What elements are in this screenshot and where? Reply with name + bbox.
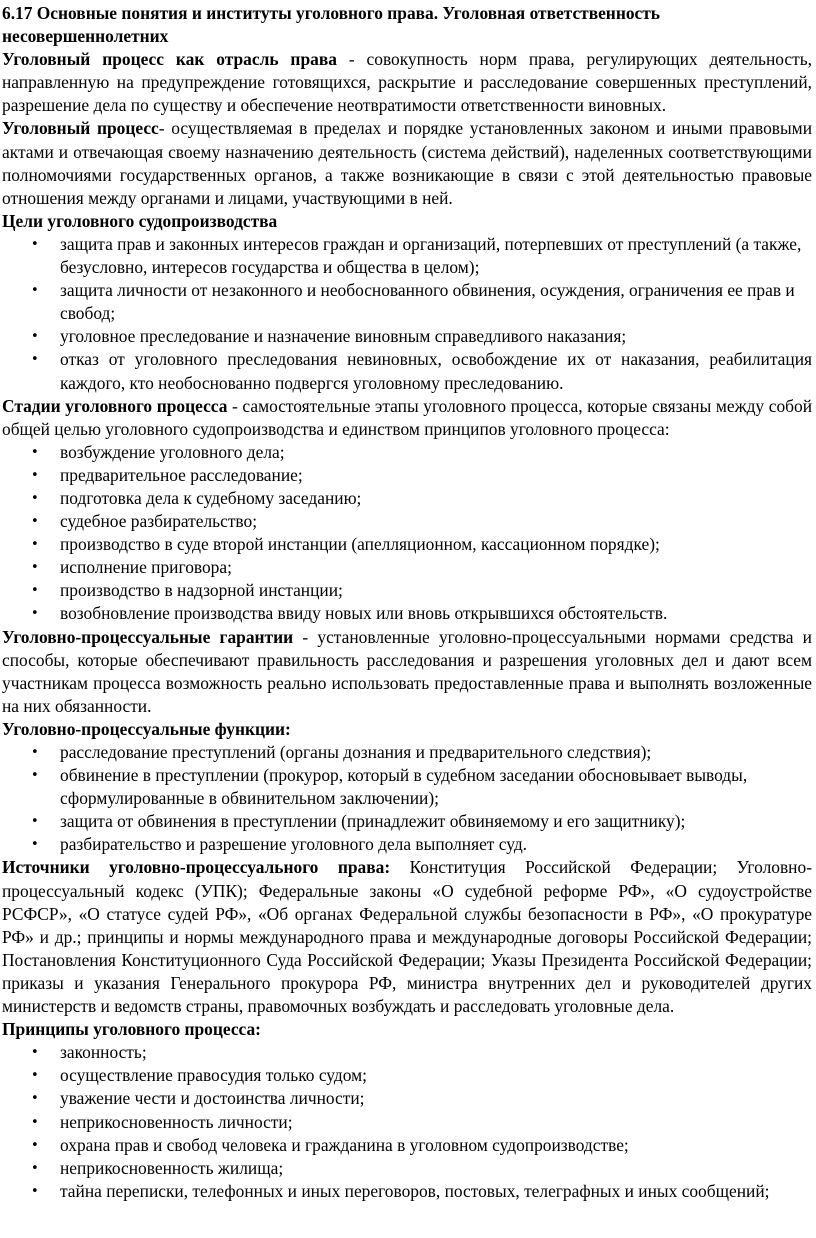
stages-list [2, 441, 812, 626]
definition-text: - совокупность норм права, регулирующих деятельность, направленную на предупреждение готовящихся, раскрытие и расследование совершенных преступлений, разрешение дела по существу и обеспечение неотвратимости ответственности виновных. [2, 49, 813, 116]
list-item: • производство в суде второй инстанции (апелляционном, кассационном порядке); [2, 533, 812, 556]
list-item: • защита личности от незаконного и необоснованного обвинения, осуждения, ограничения ее прав и свобод; [2, 279, 812, 325]
list-item: • уголовное преследование и назначение виновным справедливого наказания; [2, 325, 812, 348]
list-item: • защита прав и законных интересов граждан и организаций, потерпевших от преступлений (а также, безусловно, интересов государства и общества в целом); [2, 233, 812, 279]
list-item: • осуществление правосудия только судом; [2, 1064, 812, 1087]
list-item: • отказ от уголовного преследования невиновных, освобождение их от наказания, реабилитация каждого, кто необоснованно подвергся уголовному преследованию. [2, 348, 812, 394]
process-as-branch-definition [2, 48, 812, 117]
list-item: • законность; [2, 1041, 812, 1064]
list-item: • возобновление производства ввиду новых или вновь открывшихся обстоятельств. [2, 602, 812, 625]
definition-text: - самостоятельные этапы уголовного процесса, которые связаны между собой общей целью уголовного судопроизводства и единством принципов уголовного процесса: [2, 395, 812, 439]
list-item: • обвинение в преступлении (прокурор, который в судебном заседании обосновывает выводы, сформулированные в обвинительном заключении); [2, 764, 812, 810]
list-item: • судебное разбирательство; [2, 510, 812, 533]
list-item: • защита от обвинения в преступлении (принадлежит обвиняемому и его защитнику); [2, 810, 812, 833]
list-item: • тайна переписки, телефонных и иных переговоров, постовых, телеграфных и иных сообщений; [2, 1180, 812, 1203]
list-item: • разбирательство и разрешение уголовного дела выполняет суд. [2, 833, 812, 856]
process-definition [2, 117, 812, 209]
definition-term: Уголовно-процессуальные гарантии [2, 626, 294, 647]
list-item: • производство в надзорной инстанции; [2, 579, 812, 602]
list-item: • предварительное расследование; [2, 464, 812, 487]
definition-text: Конституция Российской Федерации; Уголовно-процессуальный кодекс (УПК); Федеральные законы «О судебной реформе РФ», «О судоустройстве РСФСР», «О статусе судей РФ», «Об органах Федеральной службы безопасности в РФ», «О прокуратуре РФ» и др.; принципы и нормы международного права и международные договоры Российской Федерации; Постановления Конституционного Суда Российской Федерации; Указы Президента Российской Федерации; приказы и указания Генерального прокурора РФ, министра внутренних дел и руководителей других министерств и ведомств страны, правомочных возбуждать и расследовать уголовные дела. [2, 857, 812, 1017]
goals-heading: Цели уголовного судопроизводства [2, 210, 278, 231]
definition-text: - установленные уголовно-процессуальными нормами средства и способы, которые обеспечивают правильность расследования и разрешения уголовных дел и дают всем участникам процесса возможность реально использовать предоставленные права и выполнять возложенные на них обязанности. [2, 626, 812, 716]
definition-term: Уголовный процесс [2, 118, 159, 139]
principles-list [2, 1041, 812, 1203]
functions-list [2, 741, 812, 856]
definition-text: - осуществляемая в пределах и порядке установленных законом и иными правовыми актами и отвечающая своему назначению деятельность (система действий), наделенных соответствующими полномочиями государственных органов, а также возникающие в связи с этой деятельностью правовые отношения между органами и лицами, участвующими в ней. [2, 118, 812, 208]
list-item: • расследование преступлений (органы дознания и предварительного следствия); [2, 741, 812, 764]
definition-term: Уголовный процесс как отрасль права [2, 49, 337, 70]
list-item: • неприкосновенность личности; [2, 1111, 812, 1134]
goals-list [2, 233, 812, 395]
stages-definition [2, 395, 812, 441]
functions-heading: Уголовно-процессуальные функции: [2, 718, 291, 739]
sources-paragraph [2, 856, 812, 1018]
list-item: • возбуждение уголовного дела; [2, 441, 812, 464]
definition-term: Источники уголовно-процессуального права: [2, 857, 391, 878]
principles-heading: Принципы уголовного процесса: [2, 1019, 261, 1040]
list-item: • подготовка дела к судебному заседанию; [2, 487, 812, 510]
list-item: • неприкосновенность жилища; [2, 1157, 812, 1180]
page-title: 6.17 Основные понятия и институты уголовного права. Уголовная ответственность несовершеннолетних [2, 3, 661, 47]
guarantees-definition [2, 626, 812, 718]
list-item: • охрана прав и свобод человека и гражданина в уголовном судопроизводстве; [2, 1134, 812, 1157]
definition-term: Стадии уголовного процесса [2, 395, 228, 416]
list-item: • уважение чести и достоинства личности; [2, 1087, 812, 1110]
list-item: • исполнение приговора; [2, 556, 812, 579]
